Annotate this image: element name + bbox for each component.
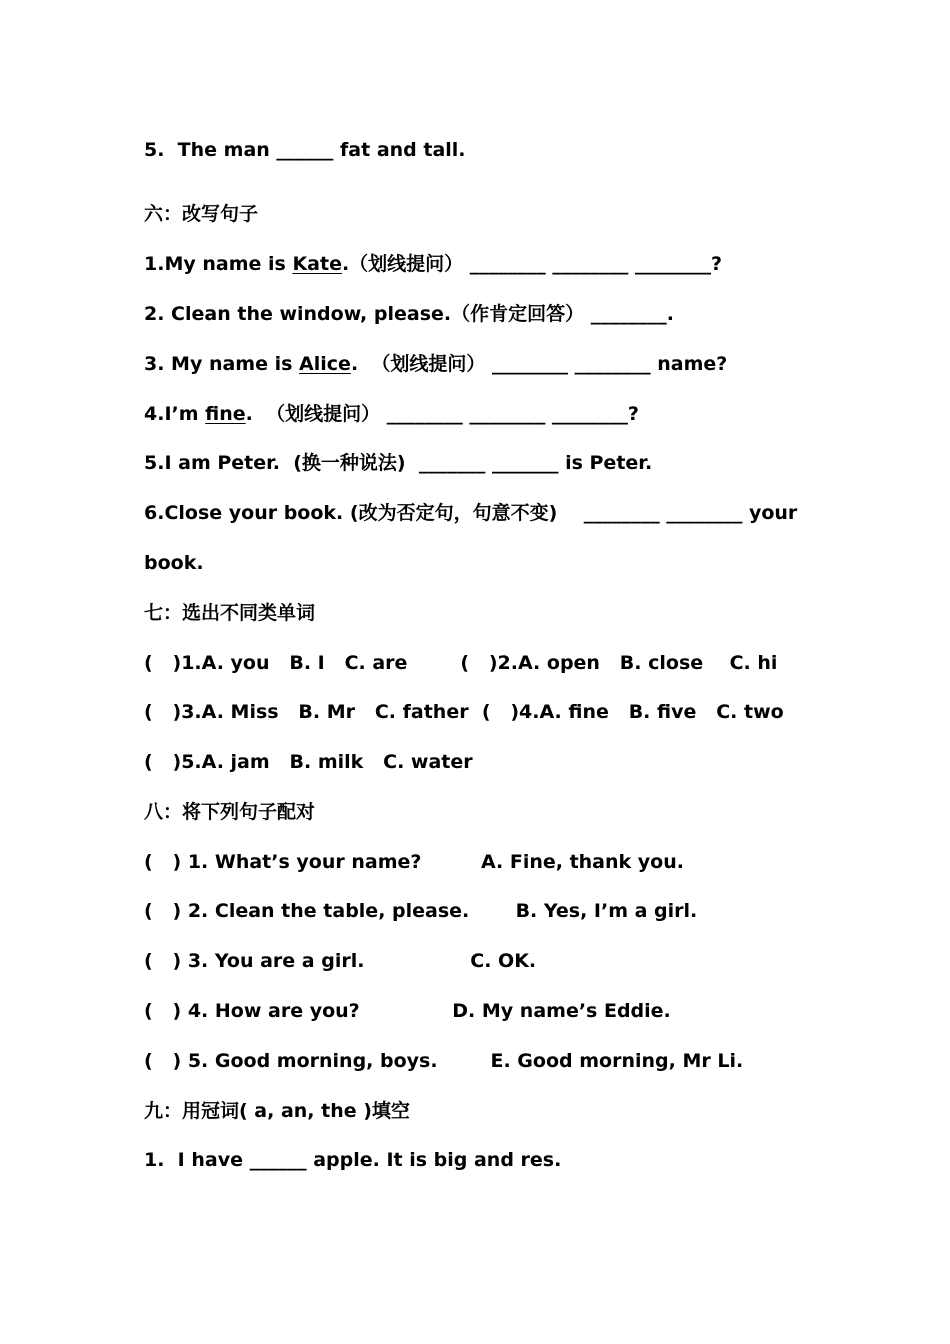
- rewrite-item-6-continued: book.: [144, 552, 204, 574]
- rewrite-item-2: 2. Clean the window, please.（作肯定回答） ________.: [144, 303, 674, 325]
- section-6-heading: 六：改写句子: [144, 203, 259, 225]
- matching-item-2: ( ) 2. Clean the table, please. B. Yes, I’m a girl.: [144, 900, 698, 922]
- odd-one-out-row-2: ( )3.A. Miss B. Mr C. father ( )4.A. fine B. five C. two: [144, 701, 784, 723]
- article-item-1: 1. I have ______ apple. It is big and res.: [144, 1149, 562, 1171]
- underlined-word: fine: [205, 403, 246, 425]
- matching-item-5: ( ) 5. Good morning, boys. E. Good morning, Mr Li.: [144, 1050, 744, 1072]
- rewrite-item-5: 5.I am Peter. (换一种说法) _______ _______ is Peter.: [144, 452, 653, 474]
- underlined-word: Alice: [299, 353, 351, 375]
- rewrite-item-6: 6.Close your book. (改为否定句，句意不变) ________ ________ your: [144, 502, 798, 524]
- section-8-heading: 八：将下列句子配对: [144, 801, 316, 823]
- odd-one-out-row-3: ( )5.A. jam B. milk C. water: [144, 751, 473, 773]
- odd-one-out-row-1: ( )1.A. you B. I C. are ( )2.A. open B. close C. hi: [144, 652, 778, 674]
- rewrite-item-1: 1.My name is Kate.（划线提问） ________ ________ ________?: [144, 253, 723, 275]
- question-5-fill-blank: 5. The man ______ fat and tall.: [144, 139, 466, 161]
- section-9-heading: 九：用冠词( a, an, the )填空: [144, 1100, 410, 1122]
- matching-item-3: ( ) 3. You are a girl. C. OK.: [144, 950, 537, 972]
- rewrite-item-3: 3. My name is Alice. （划线提问） ________ ________ name?: [144, 353, 728, 375]
- rewrite-item-4: 4.I’m fine. （划线提问） ________ ________ ________?: [144, 403, 639, 425]
- section-7-heading: 七：选出不同类单词: [144, 602, 316, 624]
- matching-item-1: ( ) 1. What’s your name? A. Fine, thank you.: [144, 851, 684, 873]
- matching-item-4: ( ) 4. How are you? D. My name’s Eddie.: [144, 1000, 671, 1022]
- underlined-word: Kate: [292, 253, 342, 275]
